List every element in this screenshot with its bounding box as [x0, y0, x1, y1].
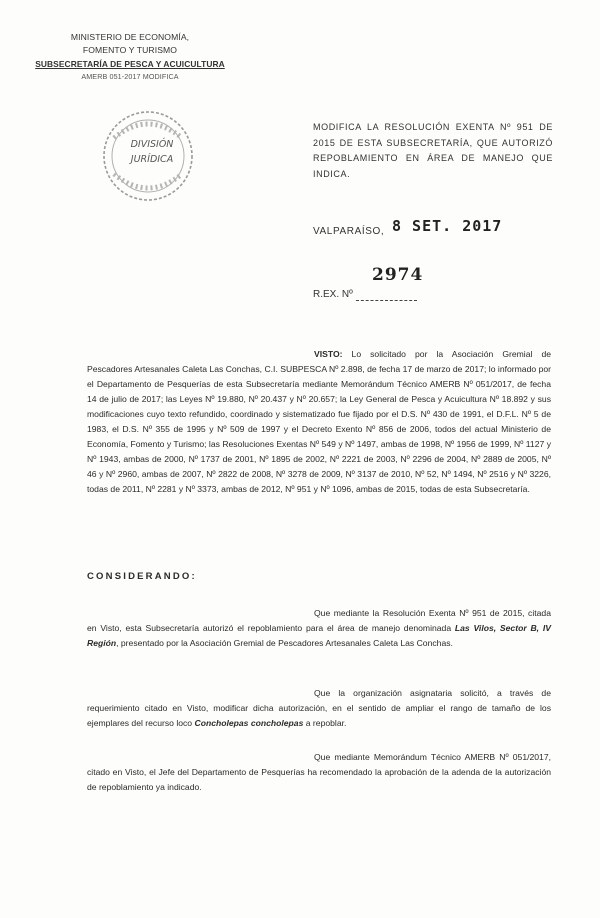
document-reference: AMERB 051-2017 MODIFICA — [81, 72, 179, 81]
considerando-paragraph-1 — [87, 606, 551, 651]
stamp-text-division: DIVISIÓN — [130, 139, 174, 150]
visto-heading: VISTO: — [314, 349, 343, 359]
paragraph-2-text-a: Que la organización asignataria solicitó, a través de requerimiento citado en Visto, modificar dicha autorización, en el sentido de ampliar el rango de tamaño de los ejemplares del recurso loco — [87, 688, 551, 728]
resolution-label: R.EX. Nº — [313, 289, 353, 300]
resolution-number-line — [356, 300, 417, 301]
dateline-city: VALPARAÍSO, — [313, 226, 385, 237]
considerando-paragraph-3: Que mediante Memorándum Técnico AMERB Nº 051/2017, citado en Visto, el Jefe del Departamento de Pesquerías ha recomendado la aprobación de la adenda de la autorización de repoblamiento ya indicado. — [87, 752, 551, 792]
species-name: Concholepas concholepas — [194, 718, 304, 728]
paragraph-1-text-b: , presentado por la Asociación Gremial de Pescadores Artesanales Caleta Las Conchas. — [116, 638, 453, 648]
dateline-date-stamp: 8 SET. 2017 — [392, 217, 503, 235]
ministry-name: MINISTERIO DE ECONOMÍA, — [70, 32, 190, 42]
considerando-heading: CONSIDERANDO: — [87, 571, 197, 582]
area-name: Las Vilos, Sector B, IV Región — [87, 623, 551, 648]
stamp-text-juridica: JURÍDICA — [130, 154, 174, 165]
visto-paragraph — [87, 347, 551, 497]
subsecretariat-name: SUBSECRETARÍA DE PESCA Y ACUICULTURA — [35, 59, 225, 69]
considerando-paragraph-2 — [87, 686, 551, 731]
visto-text: Lo solicitado por la Asociación Gremial de Pescadores Artesanales Caleta Las Conchas, C.I. SUBPESCA Nº 2.898, de fecha 17 de marzo de 2017; lo informado por el Departamento de Pesquerías de esta Subsecretaría mediante Memorándum Técnico AMERB Nº 051/2017, de fecha 14 de julio de 2017; las Leyes Nº 19.880, Nº 20.437 y Nº 20.657; la Ley General de Pesca y Acuicultura Nº 18.892 y sus modificaciones cuyo texto refundido, coordinado y sistematizado fue fijado por el D.S. Nº 430 de 1991, el D.F.L. Nº 5 de 1983, el D.S. Nº 355 de 1995 y Nº 509 de 1997 y el Decreto Exento Nº 856 de 2006, todos del actual Ministerio de Economía, Fomento y Turismo; las Resoluciones Exentas Nº 549 y Nº 1497, ambas de 1998, Nº 1956 de 1999, Nº 1127 y Nº 1943, ambas de 2000, Nº 1737 de 2001, Nº 1895 de 2002, Nº 2221 de 2003, Nº 2296 de 2004, Nº 2889 de 2005, Nº 46 y Nº 2960, ambas de 2007, Nº 2822 de 2008, Nº 3278 de 2009, Nº 3137 de 2010, Nº 52, Nº 1494, Nº 2516 y Nº 3226, todas de 2011, Nº 2281 y Nº 3373, ambas de 2012, Nº 951 y Nº 1096, ambas de 2015, todas de esta Subsecretaría. — [87, 349, 551, 494]
ministry-subtitle: FOMENTO Y TURISMO — [82, 45, 178, 55]
resolution-number: 2974 — [372, 265, 424, 285]
paragraph-1-text-a: Que mediante la Resolución Exenta Nº 951 de 2015, citada en Visto, esta Subsecretaría autorizó el repoblamiento para el área de manejo denominada — [87, 608, 551, 633]
document-subject: MODIFICA LA RESOLUCIÓN EXENTA Nº 951 DE 2015 DE ESTA SUBSECRETARÍA, QUE AUTORIZÓ REPOBLAMIENTO EN ÁREA DE MANEJO QUE INDICA. — [313, 122, 553, 179]
paragraph-2-text-b: a repoblar. — [303, 718, 347, 728]
